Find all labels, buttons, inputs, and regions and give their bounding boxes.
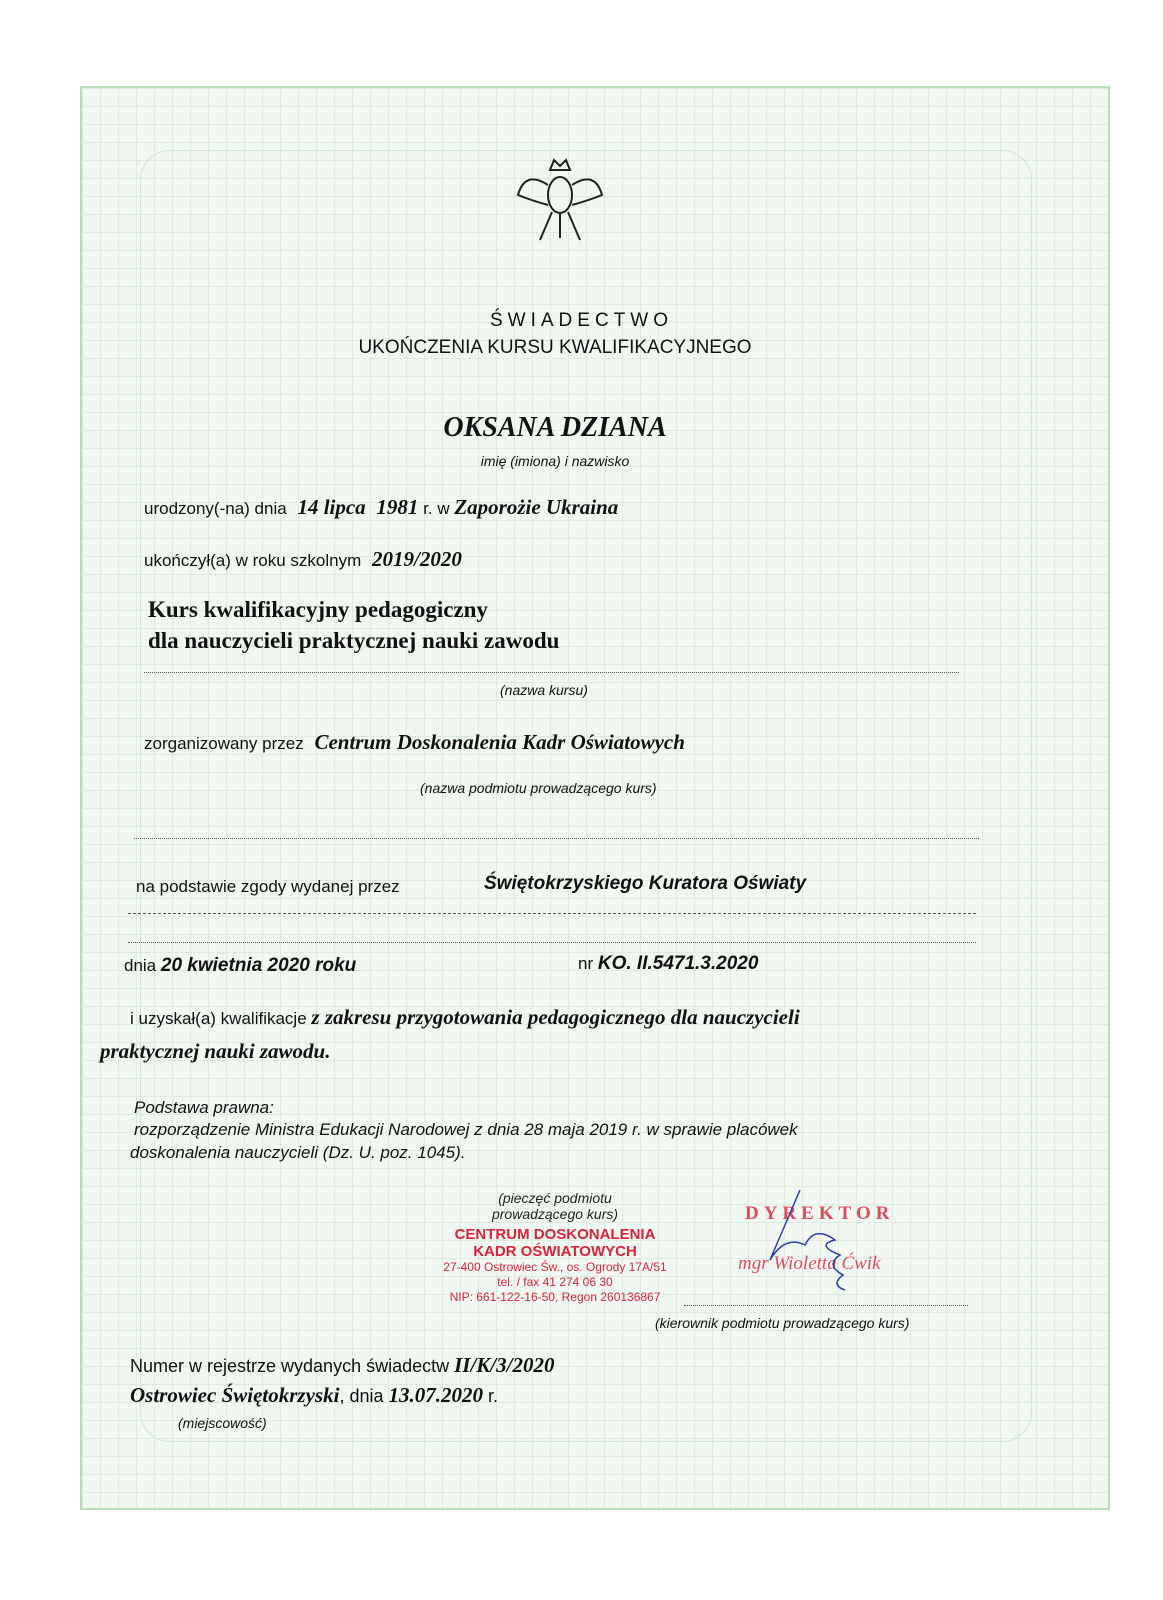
signature-line: [684, 1305, 968, 1306]
completion-label: ukończył(a) w roku szkolnym: [144, 551, 362, 570]
birth-year: 1981: [376, 495, 419, 519]
stamp-caption2: prowadzącego kurs): [491, 1206, 619, 1222]
legal-title: Podstawa prawna:: [134, 1098, 274, 1117]
completion-line: [144, 547, 462, 572]
person-name: OKSANA DZIANA: [443, 412, 667, 443]
school-year: 2019/2020: [372, 547, 462, 571]
course-caption: (nazwa kursu): [500, 682, 588, 698]
registry-number: II/K/3/2020: [454, 1353, 555, 1377]
stamp-caption: [460, 1190, 650, 1222]
organizer-name: Centrum Doskonalenia Kadr Oświatowych: [314, 730, 685, 754]
signature-caption: (kierownik podmiotu prowadzącego kurs): [655, 1315, 910, 1331]
birth-label: urodzony(-na) dnia: [144, 499, 287, 518]
stamp-line5: NIP: 661-122-16-50, Regon 260136867: [449, 1290, 661, 1304]
approval-label: na podstawie zgody wydanej przez: [136, 877, 400, 896]
approval-date-line: [124, 955, 356, 977]
place-caption: (miejscowość): [178, 1415, 267, 1431]
registry-label: Numer w rejestrze wydanych świadectw: [130, 1356, 450, 1376]
approval-nr: KO. II.5471.3.2020: [597, 953, 759, 974]
organizer-label: zorganizowany przez: [144, 734, 304, 753]
course-name-line1: Kurs kwalifikacyjny pedagogiczny: [148, 597, 488, 622]
issue-place: Ostrowiec Świętokrzyski: [130, 1383, 340, 1407]
stamp-line4: tel. / fax 41 274 06 30: [497, 1275, 613, 1289]
stamp-line1: CENTRUM DOSKONALENIA: [454, 1226, 656, 1243]
divider: [128, 913, 976, 914]
stamp-line3: 27-400 Ostrowiec Św., os. Ogrody 17A/51: [443, 1260, 667, 1274]
organizer-line: [144, 730, 685, 755]
approval-nr-label: nr: [578, 954, 594, 973]
director-name: mgr Wioletta Ćwik: [738, 1253, 881, 1274]
divider: [134, 838, 979, 839]
course-name-line2: dla nauczycieli praktycznej nauki zawodu: [148, 628, 560, 653]
approval-issuer: Świętokrzyskiego Kuratora Oświaty: [484, 873, 807, 894]
organizer-caption: (nazwa podmiotu prowadzącego kurs): [420, 780, 657, 796]
birth-year-suffix: r. w: [423, 499, 450, 518]
qualification-label: i uzyskał(a) kwalifikacje: [130, 1009, 307, 1028]
issue-date: 13.07.2020: [388, 1383, 483, 1407]
approval-date-label: dnia: [124, 956, 157, 975]
place-date-line: [130, 1383, 498, 1408]
divider: [144, 672, 959, 673]
director-title: DYREKTOR: [745, 1203, 895, 1224]
qualification-line: [130, 1004, 800, 1032]
certificate-subtitle: UKOŃCZENIA KURSU KWALIFIKACYJNEGO: [358, 337, 752, 358]
divider: [128, 942, 976, 943]
organization-stamp: [430, 1226, 680, 1305]
qualification-text1: z zakresu przygotowania pedagogicznego dla nauczycieli: [311, 1005, 800, 1029]
legal-line1: rozporządzenie Ministra Edukacji Narodowej z dnia 28 maja 2019 r. w sprawie placówek: [134, 1120, 798, 1139]
certificate-title: ŚWIADECTWO: [490, 310, 673, 331]
registry-line: [130, 1353, 554, 1378]
handwritten-signature: [755, 1185, 865, 1295]
birth-line: [144, 495, 618, 520]
issue-date-suffix: r.: [488, 1386, 499, 1406]
stamp-line2: KADR OŚWIATOWYCH: [473, 1243, 637, 1260]
issue-date-label: , dnia: [339, 1386, 384, 1406]
person-name-caption: imię (imiona) i nazwisko: [480, 453, 630, 469]
qualification-text2: praktycznej nauki zawodu.: [100, 1039, 331, 1063]
polish-eagle-emblem-icon: [510, 150, 610, 250]
birth-place: Zaporożie Ukraina: [454, 495, 619, 519]
legal-line2: doskonalenia nauczycieli (Dz. U. poz. 1045).: [130, 1143, 466, 1162]
birth-date: 14 lipca: [297, 495, 366, 519]
stamp-caption1: (pieczęć podmiotu: [498, 1190, 612, 1206]
approval-date: 20 kwietnia 2020 roku: [160, 955, 357, 976]
approval-nr-line: [578, 953, 758, 975]
